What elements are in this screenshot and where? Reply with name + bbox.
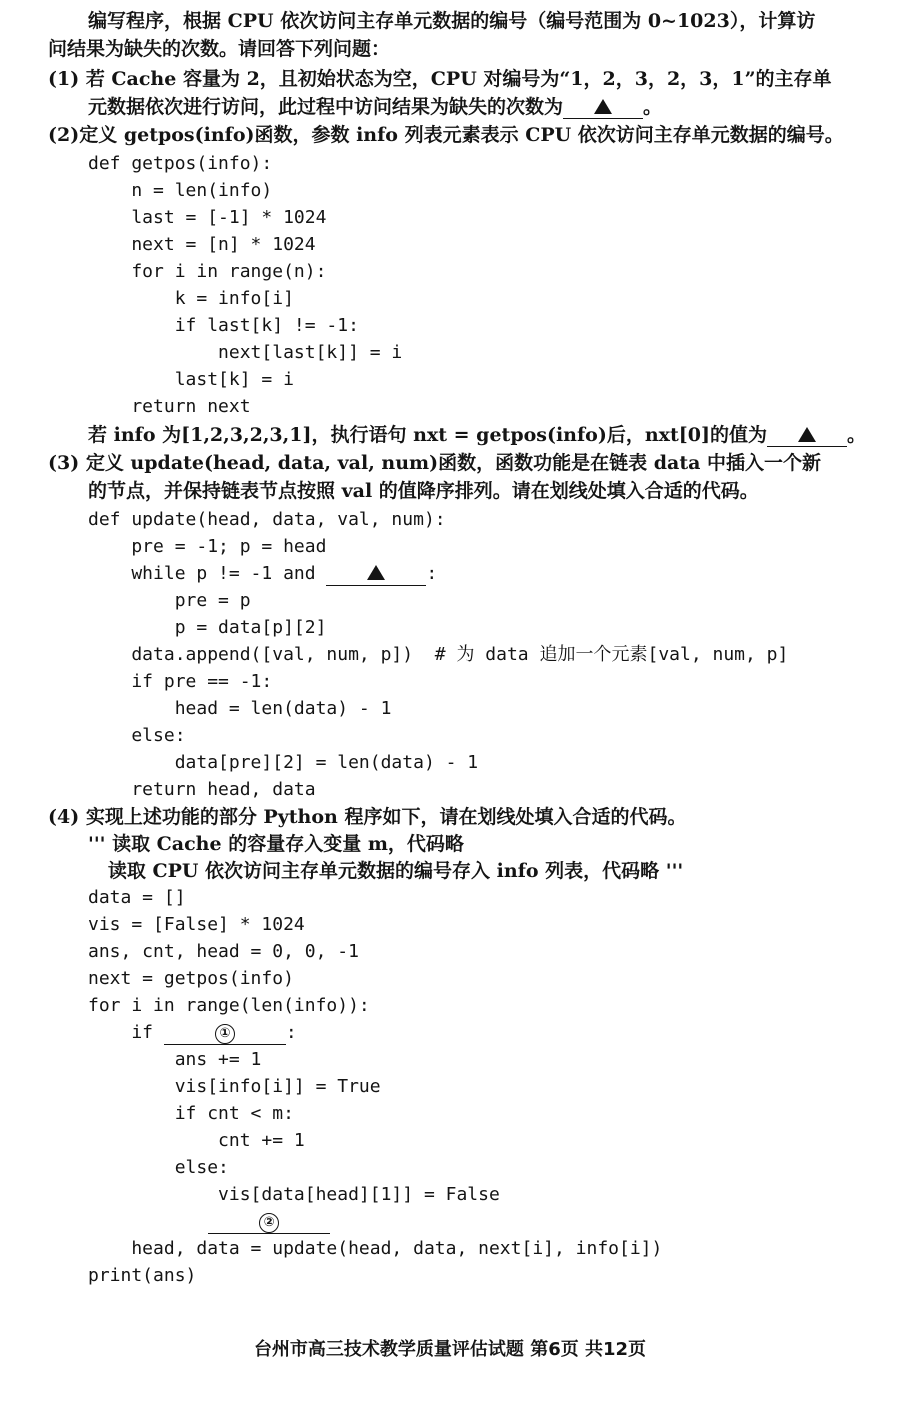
while-colon: : <box>426 563 438 584</box>
code-line: ans += 1 <box>88 1049 262 1070</box>
question-1-end: 。 <box>643 96 663 118</box>
code-line: ans, cnt, head = 0, 0, -1 <box>88 941 359 962</box>
code-line: vis[info[i]] = True <box>88 1076 381 1097</box>
triangle-marker-icon <box>367 565 385 580</box>
page-footer: 台州市高三技术教学质量评估试题 第6页 共12页 <box>253 1339 647 1360</box>
question-1-line-1: (1) 若 Cache 容量为 2，且初始状态为空，CPU 对编号为“1，2，3，2，3，1”的主存单 <box>48 68 832 90</box>
question-1-text: 元数据依次进行访问，此过程中访问结果为缺失的次数为 <box>88 96 564 118</box>
question-4-line-1: (4) 实现上述功能的部分 Python 程序如下，请在划线处填入合适的代码。 <box>48 806 687 828</box>
question-2-line-1: (2)定义 getpos(info)函数，参数 info 列表元素表示 CPU 依次访问主存单元数据的编号。 <box>48 124 844 146</box>
code-line: vis[data[head][1]] = False <box>88 1184 500 1205</box>
answer-blank-1 <box>563 96 643 119</box>
answer-blank-2 <box>767 424 847 447</box>
if-colon: : <box>285 1022 297 1043</box>
if-text: if <box>88 1022 164 1043</box>
code-line-if <box>88 1020 297 1046</box>
while-text: while p != -1 and <box>88 563 327 584</box>
intro-line-2: 问结果为缺失的次数。请回答下列问题： <box>48 38 391 60</box>
comment-line-1: ''' 读取 Cache 的容量存入变量 m，代码略 <box>88 833 464 855</box>
code-line: cnt += 1 <box>88 1130 305 1151</box>
intro-line-1: 编写程序，根据 CPU 依次访问主存单元数据的编号（编号范围为 0~1023），计算访 <box>88 10 816 32</box>
answer-blank-3 <box>326 563 426 586</box>
code-line: for i in range(n): <box>88 261 327 282</box>
code-line: vis = [False] * 1024 <box>88 914 305 935</box>
question-2-ask <box>88 422 866 448</box>
code-line: data[pre][2] = len(data) - 1 <box>88 752 479 773</box>
code-line: for i in range(len(info)): <box>88 995 370 1016</box>
code-line: next[last[k]] = i <box>88 342 403 363</box>
code-line: k = info[i] <box>88 288 294 309</box>
code-line: else: <box>88 725 186 746</box>
code-line: def getpos(info): <box>88 153 273 174</box>
code-line: pre = -1; p = head <box>88 536 327 557</box>
code-line: p = data[p][2] <box>88 617 327 638</box>
code-line: next = [n] * 1024 <box>88 234 316 255</box>
comment-line-2: 读取 CPU 依次访问主存单元数据的编号存入 info 列表，代码略 ''' <box>88 860 684 882</box>
code-line-while <box>88 561 437 587</box>
code-line: data = [] <box>88 887 186 908</box>
code-line-blank-2 <box>208 1209 330 1235</box>
question-2-ask-end: 。 <box>846 424 866 446</box>
code-line: if last[k] != -1: <box>88 315 359 336</box>
code-line: if pre == -1: <box>88 671 273 692</box>
code-line: head = len(data) - 1 <box>88 698 392 719</box>
code-line: def update(head, data, val, num): <box>88 509 446 530</box>
question-3-line-1: (3) 定义 update(head, data, val, num)函数，函数功能是在链表 data 中插入一个新 <box>48 452 822 474</box>
circle-mark-1: ① <box>215 1024 235 1044</box>
circle-mark-2: ② <box>259 1213 279 1233</box>
answer-blank-4 <box>164 1022 286 1045</box>
triangle-marker-icon <box>594 99 612 114</box>
code-line: data.append([val, num, p]) # 为 data 追加一个元素[val, num, p] <box>88 644 789 665</box>
code-line: if cnt < m: <box>88 1103 294 1124</box>
question-2-ask-text: 若 info 为[1,2,3,2,3,1]，执行语句 nxt = getpos(info)后，nxt[0]的值为 <box>88 424 767 446</box>
code-line: print(ans) <box>88 1265 197 1286</box>
code-line: else: <box>88 1157 229 1178</box>
code-line: head, data = update(head, data, next[i], info[i]) <box>88 1238 663 1259</box>
code-line: pre = p <box>88 590 251 611</box>
code-line: n = len(info) <box>88 180 273 201</box>
question-3-line-2: 的节点，并保持链表节点按照 val 的值降序排列。请在划线处填入合适的代码。 <box>88 480 759 502</box>
answer-blank-5 <box>208 1211 330 1234</box>
question-1-line-2 <box>88 94 662 120</box>
code-line: return next <box>88 396 251 417</box>
code-line: last[k] = i <box>88 369 294 390</box>
triangle-marker-icon <box>798 427 816 442</box>
code-line: last = [-1] * 1024 <box>88 207 327 228</box>
code-line: return head, data <box>88 779 316 800</box>
code-line: next = getpos(info) <box>88 968 294 989</box>
